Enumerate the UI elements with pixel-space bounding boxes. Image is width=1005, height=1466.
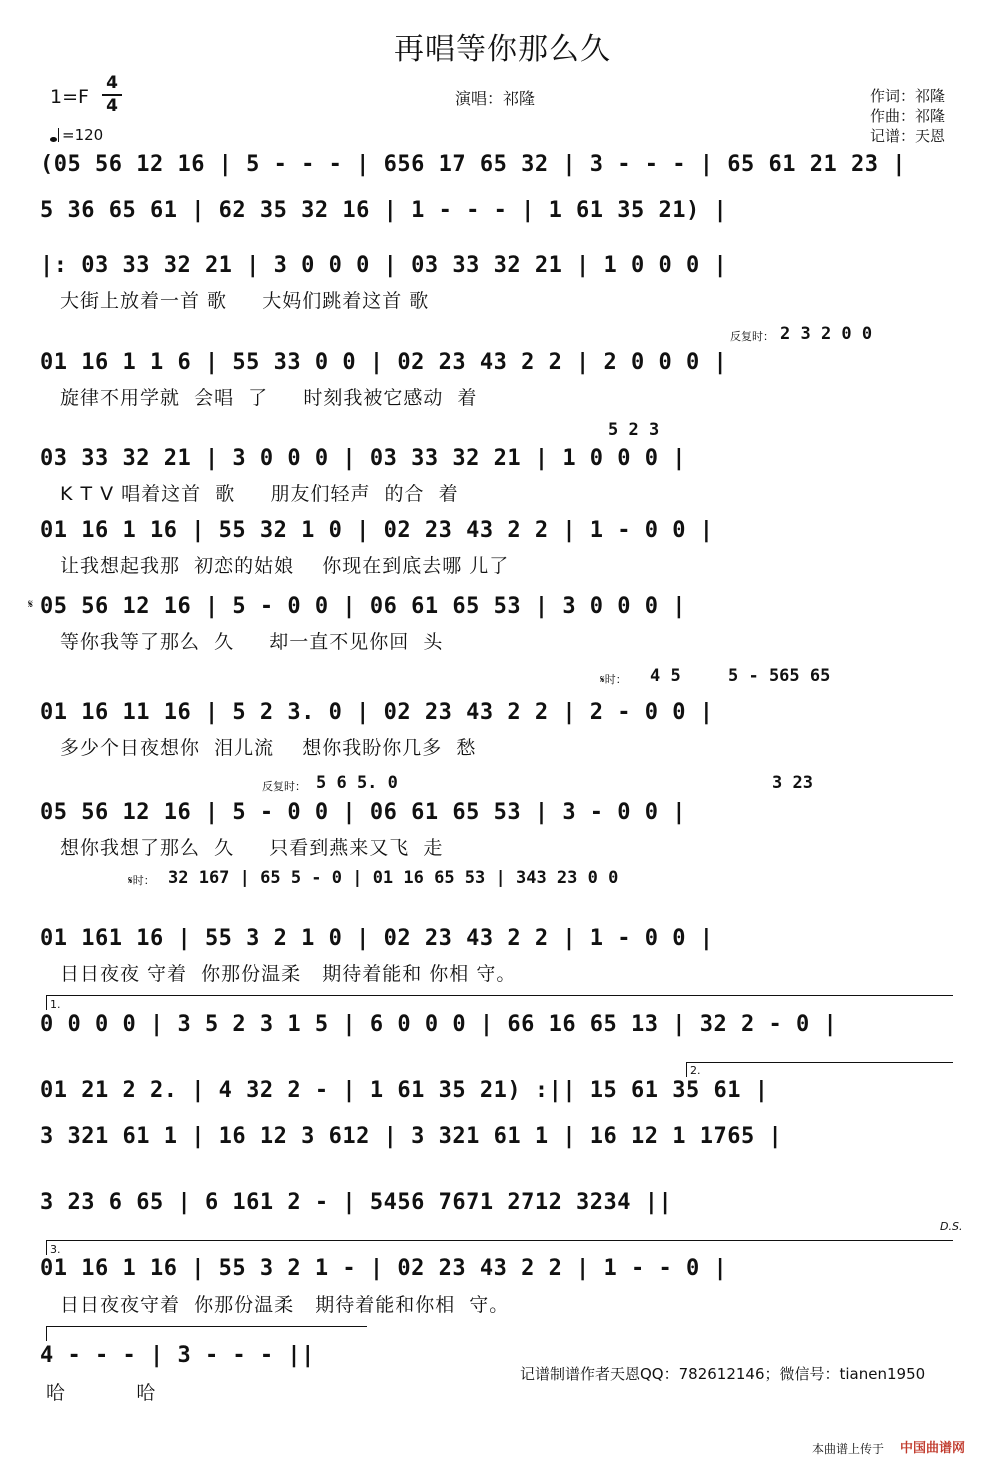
page-title: 再唱等你那么久 bbox=[394, 32, 611, 67]
volta-1-bracket bbox=[46, 995, 953, 1010]
lyrics-line-3: K T V 唱着这首 歌 朋友们轻声 的合 着 bbox=[60, 483, 459, 505]
score-row-11: 0 0 0 0 | 3 5 2 3 1 5 | 6 0 0 0 | 66 16 65 13 | 32 2 - 0 | bbox=[40, 1012, 838, 1037]
time-signature-bottom: 4 bbox=[106, 96, 118, 116]
score-row-9: 05 56 12 16 | 5 - 0 0 | 06 61 65 53 | 3 - 0 0 | bbox=[40, 800, 687, 825]
score-row-14: 3 23 6 65 | 6 161 2 - | 5456 7671 2712 3234 || bbox=[40, 1190, 673, 1215]
ds-marking: D.S. bbox=[940, 1220, 963, 1233]
repeat-notes-2: 5 6 5. 0 bbox=[316, 773, 398, 793]
segno-label-1: 𝄋时： bbox=[600, 673, 627, 686]
credits-block bbox=[870, 86, 945, 146]
score-row-10: 01 161 16 | 55 3 2 1 0 | 02 23 43 2 2 | 1 - 0 0 | bbox=[40, 926, 714, 951]
score-row-6: 01 16 1 16 | 55 32 1 0 | 02 23 43 2 2 | 1 - 0 0 | bbox=[40, 518, 714, 543]
score-row-12: 01 21 2 2. | 4 32 2 - | 1 61 35 21) :|| 15 61 35 61 | bbox=[40, 1078, 769, 1103]
site-logo: 中国曲谱网 bbox=[900, 1441, 966, 1456]
volta-3-label: 3. bbox=[50, 1243, 61, 1256]
score-row-15: 01 16 1 16 | 55 3 2 1 - | 02 23 43 2 2 | 1 - - 0 | bbox=[40, 1256, 728, 1281]
tempo-marking bbox=[50, 126, 103, 144]
segno-notes-2: 32 167 | 65 5 - 0 | 01 16 65 53 | 343 23 0 0 bbox=[168, 868, 619, 888]
lyrics-line-6: 多少个日夜想你 泪儿流 想你我盼你几多 愁 bbox=[60, 737, 477, 759]
score-row-2: 5 36 65 61 | 62 35 32 16 | 1 - - - | 1 61 35 21) | bbox=[40, 198, 728, 223]
note-stem-icon bbox=[58, 128, 59, 142]
repeat-label-1: 反复时： bbox=[730, 330, 774, 343]
segno-tail-1: 5 - 565 65 bbox=[728, 666, 831, 686]
lyrics-line-2: 旋律不用学就 会唱 了 时刻我被它感动 着 bbox=[60, 387, 478, 409]
lyrics-line-9: 日日夜夜守着 你那份温柔 期待着能和你相 守。 bbox=[60, 1294, 510, 1316]
segno-label-2: 𝄋时： bbox=[128, 874, 155, 887]
repeat-notes-1: 2 3 2 0 0 bbox=[780, 324, 873, 344]
lyricist-credit: 作词：祁隆 bbox=[870, 87, 946, 105]
segno-mark: 𝄋 bbox=[28, 597, 34, 611]
score-row-5: 03 33 32 21 | 3 0 0 0 | 03 33 32 21 | 1 0 0 0 | bbox=[40, 446, 687, 471]
score-row-3: |: 03 33 32 21 | 3 0 0 0 | 03 33 32 21 | 1 0 0 0 | bbox=[40, 253, 728, 278]
upload-note: 本曲谱上传于 bbox=[812, 1442, 885, 1456]
volta-3-bracket bbox=[46, 1240, 953, 1255]
transcriber-footer: 记谱制谱作者天恩QQ：782612146；微信号：tianen1950 bbox=[520, 1365, 926, 1383]
volta-2-bracket bbox=[686, 1062, 953, 1077]
coda-bracket bbox=[46, 1326, 367, 1341]
singer-credit: 演唱：祁隆 bbox=[455, 89, 536, 108]
score-row-13: 3 321 61 1 | 16 12 3 612 | 3 321 61 1 | 16 12 1 1765 | bbox=[40, 1124, 783, 1149]
key-signature: 1=F bbox=[50, 86, 89, 108]
volta-2-label: 2. bbox=[690, 1064, 701, 1077]
score-row-7: 05 56 12 16 | 5 - 0 0 | 06 61 65 53 | 3 0 0 0 | bbox=[40, 594, 687, 619]
segno-notes-1: 4 5 bbox=[650, 666, 681, 686]
composer-credit: 作曲：祁隆 bbox=[870, 107, 946, 125]
upper-notes-323: 3 23 bbox=[772, 773, 813, 793]
transcriber-credit: 记谱：天恩 bbox=[870, 127, 946, 145]
score-row-1: (05 56 12 16 | 5 - - - | 656 17 65 32 | 3 - - - | 65 61 21 23 | bbox=[40, 152, 906, 177]
lyrics-line-7: 想你我想了那么 久 只看到燕来又飞 走 bbox=[60, 837, 444, 859]
time-signature bbox=[102, 74, 122, 116]
lyrics-line-10: 哈 哈 bbox=[46, 1382, 157, 1404]
lyrics-line-8: 日日夜夜 守着 你那份温柔 期待着能和 你相 守。 bbox=[60, 963, 517, 985]
score-row-4: 01 16 1 1 6 | 55 33 0 0 | 02 23 43 2 2 | 2 0 0 0 | bbox=[40, 350, 728, 375]
lyrics-line-4: 让我想起我那 初恋的姑娘 你现在到底去哪 儿了 bbox=[60, 555, 510, 577]
lyrics-line-1: 大街上放着一首 歌 大妈们跳着这首 歌 bbox=[60, 290, 430, 312]
quarter-note-icon bbox=[50, 137, 57, 142]
lyrics-line-5: 等你我等了那么 久 却一直不见你回 头 bbox=[60, 631, 444, 653]
score-row-16: 4 - - - | 3 - - - || bbox=[40, 1343, 315, 1368]
time-signature-top: 4 bbox=[106, 73, 118, 93]
score-row-8: 01 16 11 16 | 5 2 3. 0 | 02 23 43 2 2 | 2 - 0 0 | bbox=[40, 700, 714, 725]
chord-523: 5 2 3 bbox=[608, 420, 660, 440]
tempo-value: =120 bbox=[62, 126, 104, 144]
repeat-label-2: 反复时： bbox=[262, 780, 306, 793]
volta-1-label: 1. bbox=[50, 998, 61, 1011]
